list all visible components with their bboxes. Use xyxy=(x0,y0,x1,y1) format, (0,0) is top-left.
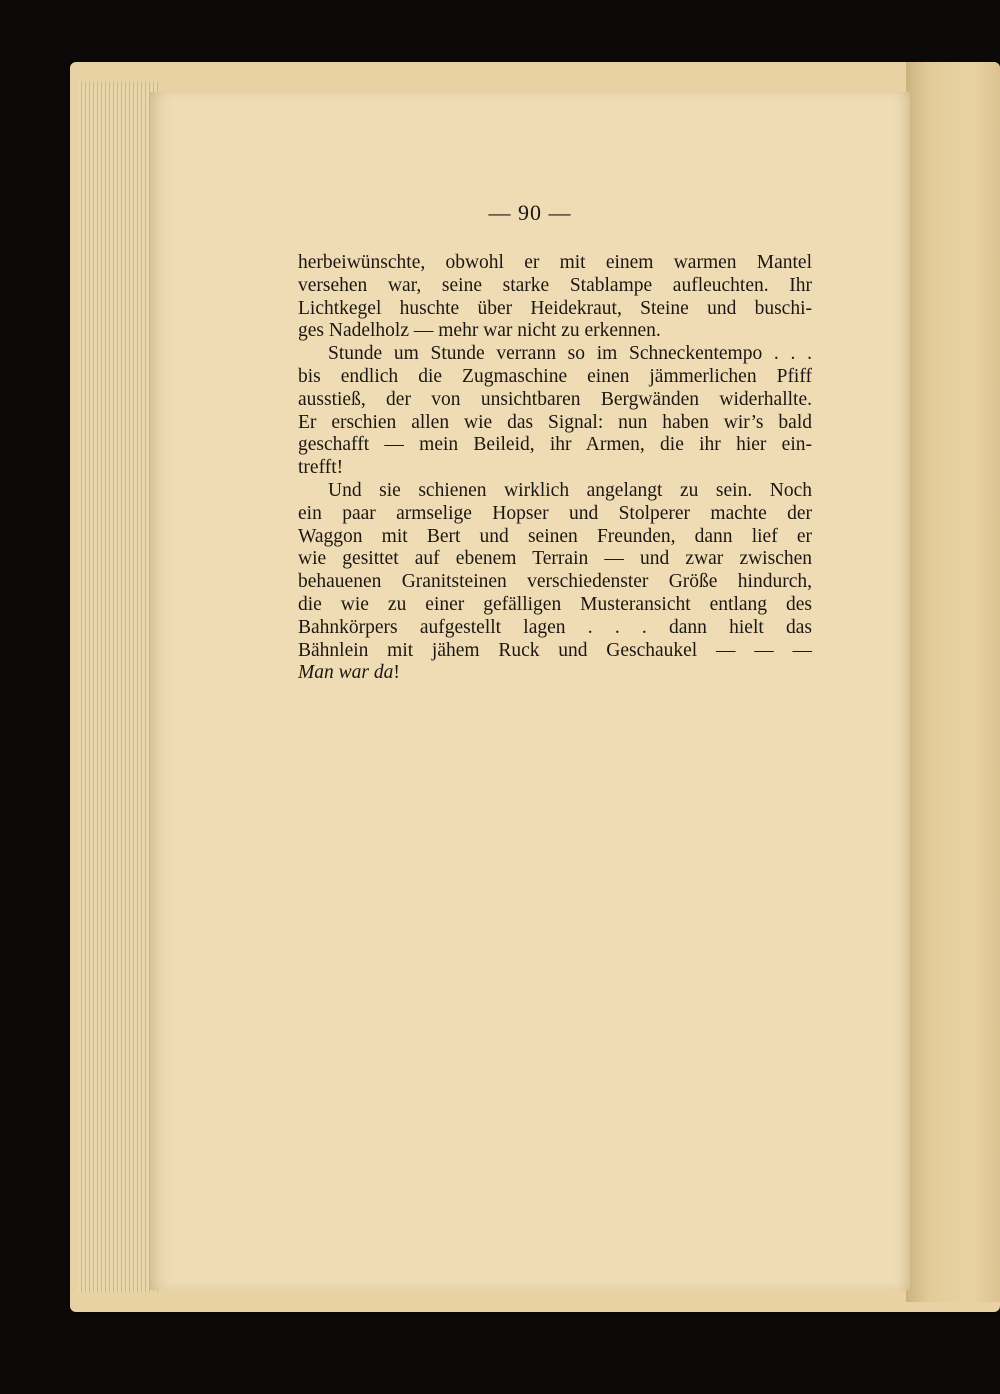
text-line: trefft! xyxy=(298,457,344,479)
next-page-edge xyxy=(906,62,1000,1302)
text-line: Stunde um Stunde verrann so im Schneckentempo . . . xyxy=(328,343,812,365)
text-line: ausstieß, der von unsichtbaren Bergwänden widerhallte. xyxy=(298,388,812,410)
text-line: ein paar armselige Hopser und Stolperer machte der xyxy=(298,502,812,524)
page-stack-edges xyxy=(78,82,158,1292)
text-line: bis endlich die Zugmaschine einen jämmerlichen Pfiff xyxy=(298,365,812,387)
text-line: Er erschien allen wie das Signal: nun haben wir’s bald xyxy=(298,411,812,433)
text-line: wie gesittet auf ebenem Terrain — und zwar zwischen xyxy=(298,548,812,570)
body-text xyxy=(298,252,812,685)
text-line: herbeiwünschte, obwohl er mit einem warmen Mantel xyxy=(298,252,812,273)
text-line: Bahnkörpers aufgestellt lagen . . . dann hielt das xyxy=(298,616,812,638)
text-line: Waggon mit Bert und seinen Freunden, dann lief er xyxy=(298,525,812,547)
text-line: ges Nadelholz — mehr war nicht zu erkennen. xyxy=(298,320,661,342)
text-line: geschafft — mein Beileid, ihr Armen, die ihr hier ein- xyxy=(298,434,812,456)
page-number: — 90 — xyxy=(488,200,572,225)
final-italic-text: Man war da xyxy=(298,662,394,684)
text-line: versehen war, seine starke Stablampe aufleuchten. Ihr xyxy=(298,274,812,296)
final-line xyxy=(298,662,812,685)
text-line: die wie zu einer gefälligen Musteransicht entlang des xyxy=(298,593,812,615)
text-line: Bähnlein mit jähem Ruck und Geschaukel — — — xyxy=(298,639,812,661)
text-line: behauenen Granitsteinen verschiedenster Größe hindurch, xyxy=(298,571,812,593)
text-line: Lichtkegel huschte über Heidekraut, Steine und buschi- xyxy=(298,297,812,319)
final-punctuation: ! xyxy=(393,662,400,684)
text-line: Und sie schienen wirklich angelangt zu sein. Noch xyxy=(328,479,812,501)
